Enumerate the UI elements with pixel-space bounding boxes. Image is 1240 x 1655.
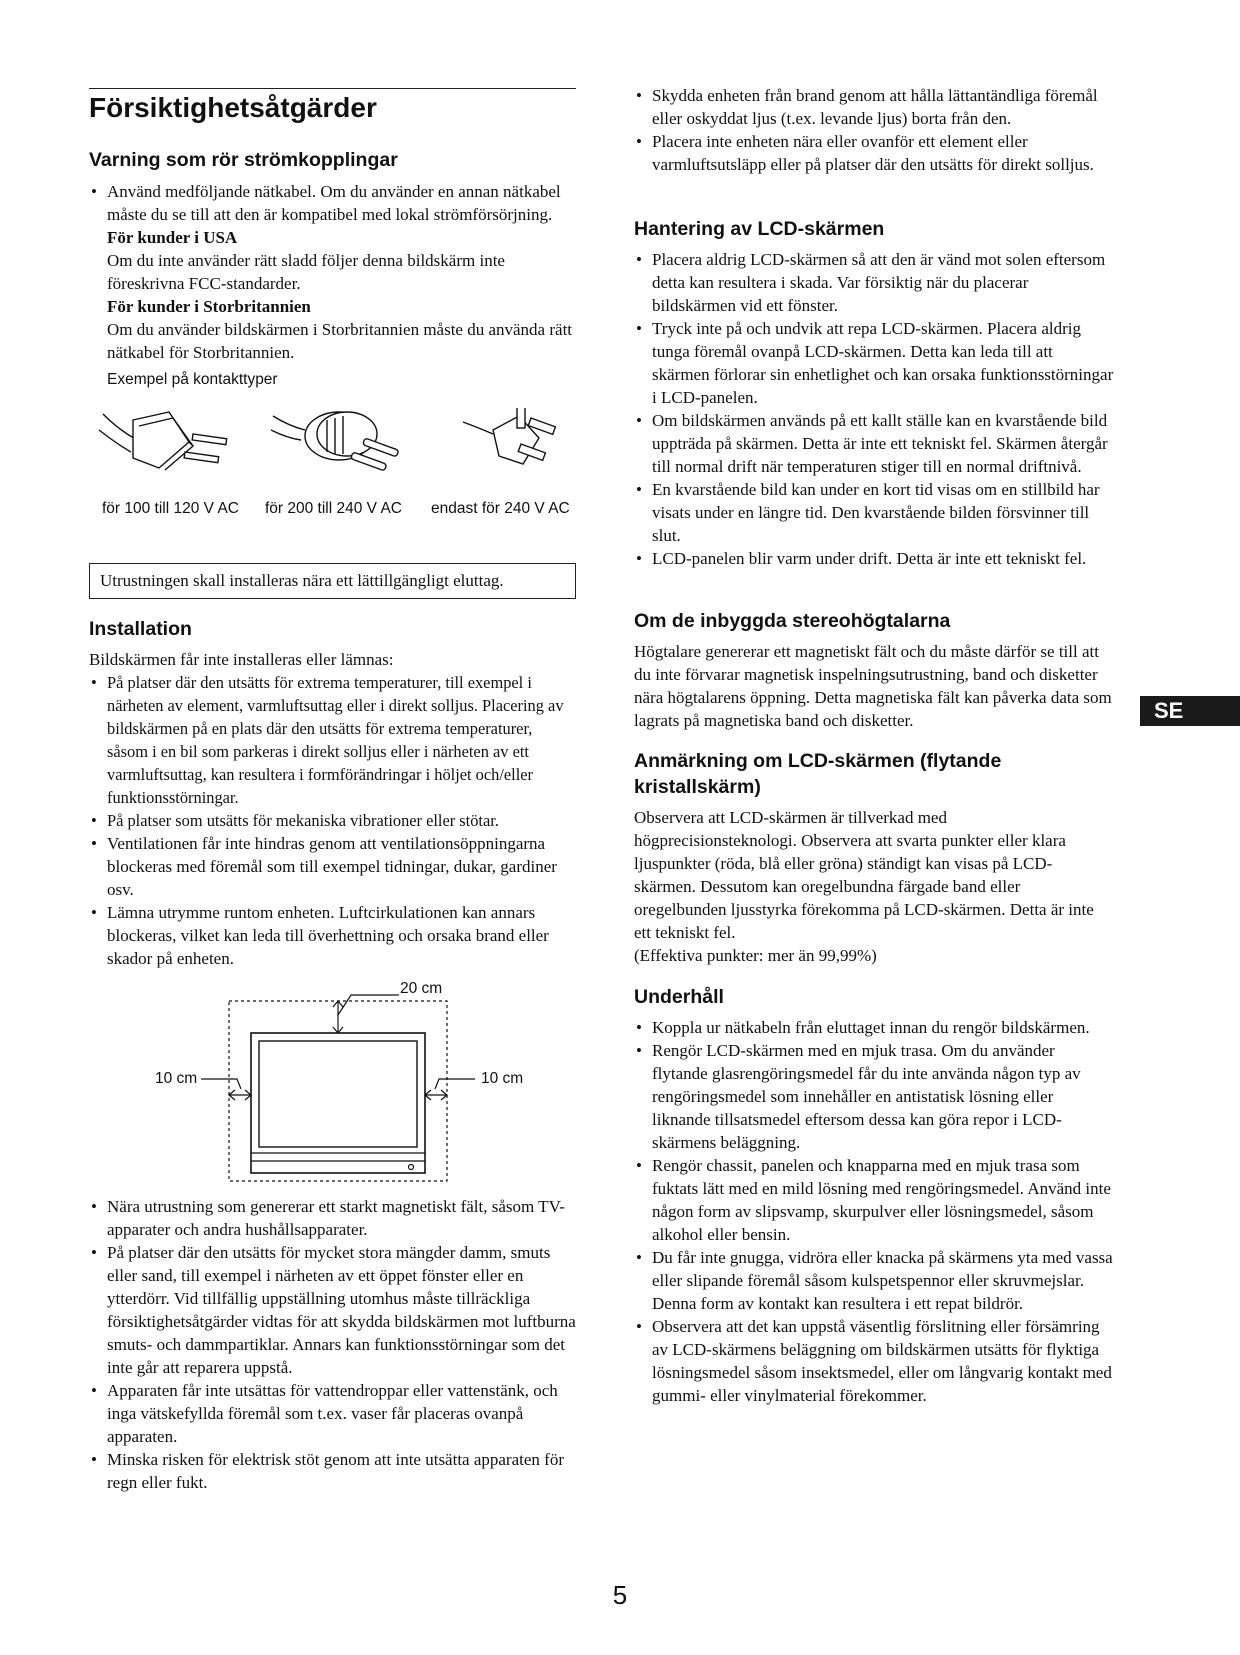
plug-illustrations <box>89 408 576 503</box>
list-item: • Ventilationen får inte hindras genom att ventilationsöppningarna blockeras med föremål som till exempel tidningar, dukar, gardiner osv. <box>89 832 576 901</box>
list-item: • Rengör chassit, panelen och knapparna med en mjuk trasa som fuktats lätt med en mild lösning med rengöringsmedel. Använd inte någon form av slipsvamp, skurpulver eller lösningsmedel, såsom alkohol eller bensin. <box>634 1154 1114 1246</box>
list-item: • Koppla ur nätkabeln från eluttaget innan du rengör bildskärmen. <box>634 1016 1114 1039</box>
maintenance-heading: Underhåll <box>634 986 724 1008</box>
list-item: • På platser som utsätts för mekaniska vibrationer eller stötar. <box>89 809 576 832</box>
plug-type-c-icon <box>271 412 399 471</box>
installation-intro: Bildskärmen får inte installeras eller lämnas: <box>89 650 394 669</box>
lcd-heading: Hantering av LCD-skärmen <box>634 218 885 240</box>
uk-text: Om du använder bildskärmen i Storbritannien måste du använda rätt nätkabel för Storbritannien. <box>107 320 573 362</box>
plug-caption-3: endast för 240 V AC <box>431 500 570 517</box>
list-item: • Apparaten får inte utsättas för vattendroppar eller vattenstänk, och inga vätskefyllda föremål som t.ex. vaser får placeras ovanpå apparaten. <box>89 1379 576 1448</box>
usa-label: För kunder i USA <box>107 228 238 247</box>
clearance-right-label: 10 cm <box>481 1070 524 1087</box>
usa-text: Om du inte använder rätt sladd följer denna bildskärm inte föreskrivna FCC-standarder. <box>107 251 505 293</box>
maintenance-list <box>634 1016 1114 1407</box>
lcd-list <box>634 248 1114 570</box>
uk-label: För kunder i Storbritannien <box>107 297 311 316</box>
power-heading: Varning som rör strömkopplingar <box>89 149 398 171</box>
list-item: • Lämna utrymme runtom enheten. Luftcirkulationen kan annars blockeras, vilket kan leda till överhettning och orsaka brand eller skador på enheten. <box>89 901 576 970</box>
list-item: • LCD-panelen blir varm under drift. Detta är inte ett tekniskt fel. <box>634 547 1114 570</box>
plug-caption-2: för 200 till 240 V AC <box>265 500 402 517</box>
list-item: • Placera aldrig LCD-skärmen så att den är vänd mot solen eftersom detta kan resultera i skada. Var försiktig när du placerar bildskärmen vid ett fönster. <box>634 248 1114 317</box>
list-item: • Skydda enheten från brand genom att hålla lättantändliga föremål eller oskyddat ljus (t.ex. levande ljus) borta från den. <box>634 84 1114 130</box>
list-item: • Du får inte gnugga, vidröra eller knacka på skärmens yta med vassa eller slipande föremål såsom kulspetspennor eller skruvmejslar. Denna form av kontakt kan resultera i ett repat bildrör. <box>634 1246 1114 1315</box>
list-item: • Placera inte enheten nära eller ovanför ett element eller varmluftsutsläpp eller på platser där den utsätts för direkt solljus. <box>634 130 1114 176</box>
list-item: • På platser där den utsätts för extrema temperaturer, till exempel i närheten av element, varmluftsuttag eller i direkt solljus. Placering av bildskärmen på en plats där den utsätts för extrema temperaturer, såsom i en bil som parkeras i direkt solljus eller i närheten av ett varmluftsuttag, kan resultera i formförändringar i höljet och/eller funktionsstörningar. <box>89 671 576 809</box>
speakers-text: Högtalare genererar ett magnetiskt fält och du måste därför se till att du inte förvarar magnetisk inspelningsutrustning, band och disketter nära högtalarens öppning. Detta magnetiska fält kan påverka data som lagrats på magnetiska band och disketter. <box>634 642 1112 730</box>
page-title: Försiktighetsåtgärder <box>89 92 377 123</box>
list-item: • Om bildskärmen används på ett kallt ställe kan en kvarstående bild uppträda på skärmen. Detta är inte ett tekniskt fel. Skärmen återgår till normal drift när temperaturen stiger till en normal driftnivå. <box>634 409 1114 478</box>
plug-caption-1: för 100 till 120 V AC <box>102 500 239 517</box>
clearance-left-label: 10 cm <box>155 1070 198 1087</box>
list-item: • Minska risken för elektrisk stöt genom att inte utsätta apparaten för regn eller fukt. <box>89 1448 576 1494</box>
language-tab: SE <box>1140 696 1240 726</box>
installation-section-b <box>89 1195 576 1494</box>
installation-heading: Installation <box>89 618 192 640</box>
list-item: • Observera att det kan uppstå väsentlig förslitning eller försämring av LCD-skärmens beläggning om bildskärmen utsätts för flyktiga lösningsmedel såsom insektsmedel, eller om långvarig kontakt med gummi- eller vinylmaterial förekommer. <box>634 1315 1114 1407</box>
list-item: • Nära utrustning som genererar ett starkt magnetiskt fält, såsom TV-apparater och andra hushållsapparater. <box>89 1195 576 1241</box>
speakers-heading: Om de inbyggda stereohögtalarna <box>634 610 951 632</box>
plug-type-a-icon <box>99 412 227 470</box>
clearance-top-label: 20 cm <box>400 980 443 997</box>
note-effective: (Effektiva punkter: mer än 99,99%) <box>634 946 877 965</box>
plug-examples-label: Exempel på kontakttyper <box>107 371 278 388</box>
notice-box: Utrustningen skall installeras nära ett lättillgängligt eluttag. <box>89 563 576 599</box>
plug-type-g-icon <box>463 408 555 464</box>
note-text: Observera att LCD-skärmen är tillverkad med högprecisionsteknologi. Observera att svarta punkter eller klara ljuspunkter (röda, blå eller gröna) ständigt kan visas på LCD-skärmen. Dessutom kan oregelbundna färgade band eller oregelbunden ljusstyrka förekomma på LCD-skärmen. Detta är inte ett tekniskt fel. <box>634 808 1094 942</box>
title-rule <box>89 88 576 89</box>
page-number: 5 <box>612 1580 628 1610</box>
installation-section-a <box>89 648 576 970</box>
list-item: • En kvarstående bild kan under en kort tid visas om en stillbild har visats under en längre tid. Den kvarstående bilden försvinner till slut. <box>634 478 1114 547</box>
note-heading: Anmärkning om LCD-skärmen (flytande kristallskärm) <box>634 750 1002 798</box>
list-item: • Rengör LCD-skärmen med en mjuk trasa. Om du använder flytande glasrengöringsmedel får du inte använda någon typ av rengöringsmedel som innehåller en antistatisk lösning eller liknande tillsatsmedel eftersom dessa kan göra repor i LCD-skärmens beläggning. <box>634 1039 1114 1154</box>
fire-safety-list <box>634 84 1114 176</box>
list-item: • Använd medföljande nätkabel. Om du använder en annan nätkabel måste du se till att den är kompatibel med lokal strömförsörjning. <box>89 180 576 226</box>
list-item: • Tryck inte på och undvik att repa LCD-skärmen. Placera aldrig tunga föremål ovanpå LCD-skärmen. Detta kan leda till att skärmen förlorar sin enhetlighet och kan orsaka funktionsstörningar i LCD-panelen. <box>634 317 1114 409</box>
list-item: • På platser där den utsätts för mycket stora mängder damm, smuts eller sand, till exempel i närheten av ett öppet fönster eller en ytterdörr. Vid tillfällig uppställning utomhus måste tillräckliga försiktighetsåtgärder vidtas för att skydda bildskärmen mot luftburna smuts- och dammpartiklar. Annars kan funktionsstörningar som det inte går att reparera uppstå. <box>89 1241 576 1379</box>
power-section <box>89 180 576 391</box>
